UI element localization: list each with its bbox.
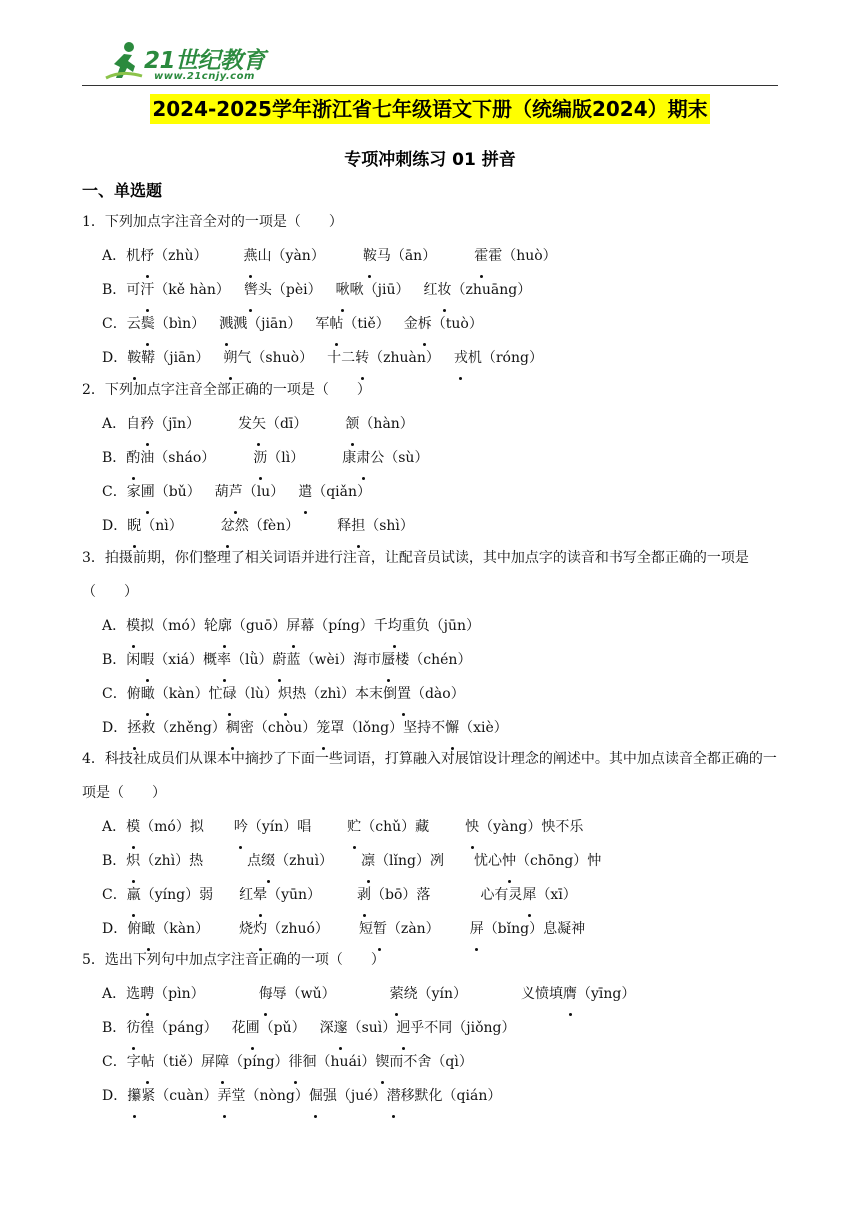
- option-b: [82, 273, 782, 307]
- dotted-character: 汗: [140, 273, 154, 307]
- dotted-character: 圃: [246, 1011, 260, 1045]
- option-term: 千均重负（jūn）: [374, 609, 480, 643]
- option-term: 烧灼（zhuó）: [239, 912, 329, 946]
- option-term: 模拟（mó）: [126, 609, 204, 643]
- dotted-character: 稠: [226, 711, 240, 745]
- dotted-character: 均: [388, 609, 402, 643]
- option-term: 羸（yíng）弱: [127, 878, 213, 912]
- option-term: 字帖（tiě）: [127, 1045, 201, 1079]
- option-a: [82, 609, 782, 643]
- option-term: 发矢（dī）: [238, 407, 307, 441]
- dotted-character: 懈: [445, 711, 459, 745]
- option-d: [82, 1079, 782, 1113]
- dotted-character: 拯: [127, 711, 141, 745]
- option-label: D．: [102, 720, 128, 736]
- dotted-character: 模: [126, 609, 140, 643]
- dotted-character: 贮: [347, 810, 361, 844]
- option-term: 睨（nì）: [127, 509, 183, 543]
- option-label: B．: [102, 282, 127, 298]
- option-term: 俯瞰（kàn）: [127, 677, 209, 711]
- option-term: 朔气（shuò）: [223, 341, 313, 375]
- option-term: 燕山（yàn）: [244, 239, 325, 273]
- dotted-character: 瞰: [141, 677, 155, 711]
- option-label: C．: [102, 686, 127, 702]
- option-term: 戎机（róng）: [454, 341, 543, 375]
- header-divider: [82, 85, 778, 86]
- dotted-character: 蔚: [273, 643, 287, 677]
- dotted-character: 帖: [329, 307, 343, 341]
- option-term: 屏（bǐng）息凝神: [470, 912, 585, 946]
- option-term: 怏（yàng）怏不乐: [465, 810, 583, 844]
- option-term: 倔强（jué）: [309, 1079, 387, 1113]
- option-term: 自矜（jīn）: [126, 407, 200, 441]
- question-stem: 1．下列加点字注音全对的一项是（ ）: [82, 214, 343, 230]
- dotted-character: 灼: [253, 912, 267, 946]
- option-term: 遣（qiǎn）: [298, 475, 371, 509]
- option-term: 机杼（zhù）: [126, 239, 207, 273]
- dotted-character: 侮: [259, 977, 273, 1011]
- dotted-character: 暇: [140, 643, 154, 677]
- dotted-character: 忡: [502, 844, 516, 878]
- dotted-character: 颔: [345, 407, 359, 441]
- dotted-character: 屏: [470, 912, 484, 946]
- option-c: [82, 1045, 782, 1079]
- dotted-character: 率: [217, 643, 231, 677]
- dotted-character: 酌: [126, 441, 140, 475]
- option-label: A．: [102, 248, 127, 264]
- option-term: 笼罩（lǒng）: [316, 711, 403, 745]
- option-b: [82, 844, 782, 878]
- dotted-character: 朔: [223, 341, 237, 375]
- option-label: D．: [102, 518, 128, 534]
- option-term: 贮（chǔ）藏: [347, 810, 429, 844]
- brand-logo: [102, 40, 362, 86]
- option-term: 释担（shì）: [337, 509, 414, 543]
- option-term: 霍霍（huò）: [474, 239, 556, 273]
- option-a: [82, 407, 782, 441]
- dotted-character: 犀: [522, 878, 536, 912]
- option-term: 蔚蓝（wèi）: [273, 643, 354, 677]
- option-term: 康肃公（sù）: [342, 441, 428, 475]
- option-label: C．: [102, 484, 127, 500]
- option-term: 剥（bō）落: [357, 878, 430, 912]
- dotted-character: 弄: [217, 1079, 231, 1113]
- dotted-character: 羸: [127, 878, 141, 912]
- dotted-character: 怏: [465, 810, 479, 844]
- option-term: 迥乎不同（jiǒng）: [396, 1011, 515, 1045]
- option-term: 心有灵犀（xī）: [480, 878, 576, 912]
- option-term: 模（mó）拟: [126, 810, 204, 844]
- option-label: B．: [102, 450, 127, 466]
- dotted-character: 笼: [316, 711, 330, 745]
- option-label: B．: [102, 853, 127, 869]
- option-term: 徘徊（huái）: [289, 1045, 376, 1079]
- option-term: 侮辱（wǔ）: [259, 977, 336, 1011]
- option-label: B．: [102, 652, 127, 668]
- option-term: 炽热（zhì）: [278, 677, 355, 711]
- option-term: 红晕（yūn）: [239, 878, 321, 912]
- page-header: [82, 38, 778, 88]
- dotted-character: 萦: [390, 977, 404, 1011]
- option-term: 家圃（bǔ）: [127, 475, 201, 509]
- option-a: [82, 239, 782, 273]
- option-term: 锲而不舍（qì）: [375, 1045, 472, 1079]
- option-term: 忿然（fèn）: [221, 509, 299, 543]
- option-term: 十二转（zhuàn）: [327, 341, 440, 375]
- option-term: 葫芦（lu）: [215, 475, 285, 509]
- dotted-character: 圃: [141, 475, 155, 509]
- option-term: 选聘（pìn）: [126, 977, 204, 1011]
- option-term: 稠密（chòu）: [226, 711, 316, 745]
- dotted-character: 倔: [309, 1079, 323, 1113]
- dotted-character: 模: [126, 810, 140, 844]
- option-label: D．: [102, 350, 128, 366]
- dotted-character: 忿: [221, 509, 235, 543]
- option-term: 概率（lǜ）: [203, 643, 273, 677]
- option-c: [82, 677, 782, 711]
- question-stem: 5．选出下列句中加点字注音正确的一项（ ）: [82, 952, 385, 968]
- option-term: 云鬓（bìn）: [127, 307, 205, 341]
- dotted-character: 剥: [357, 878, 371, 912]
- option-a: [82, 977, 782, 1011]
- option-c: [82, 307, 782, 341]
- dotted-character: 暂: [373, 912, 387, 946]
- option-term: 红妆（zhuāng）: [423, 273, 531, 307]
- option-term: 鞍鞯（jiān）: [127, 341, 209, 375]
- dotted-character: 戎: [454, 341, 468, 375]
- option-term: 军帖（tiě）: [315, 307, 389, 341]
- dotted-character: 矜: [140, 407, 154, 441]
- dotted-character: 鞍: [363, 239, 377, 273]
- option-term: 颔（hàn）: [345, 407, 413, 441]
- dotted-character: 彷: [126, 1011, 140, 1045]
- option-term: 义愤填膺（yīng）: [521, 977, 635, 1011]
- option-term: 沥（lì）: [253, 441, 304, 475]
- dotted-character: 聘: [140, 977, 154, 1011]
- dotted-character: 瞰: [141, 912, 155, 946]
- option-term: 海市蜃楼（chén）: [353, 643, 471, 677]
- dotted-character: 担: [351, 509, 365, 543]
- dotted-character: 吟: [234, 810, 248, 844]
- option-term: 炽（zhì）热: [126, 844, 203, 878]
- option-term: 金柝（tuò）: [404, 307, 483, 341]
- dotted-character: 啾: [336, 273, 350, 307]
- option-term: 辔头（pèi）: [244, 273, 322, 307]
- option-a: [82, 810, 782, 844]
- dotted-character: 帖: [141, 1045, 155, 1079]
- dotted-character: 炽: [126, 844, 140, 878]
- dotted-character: 辔: [244, 273, 258, 307]
- option-label: B．: [102, 1020, 127, 1036]
- dotted-character: 蜃: [381, 643, 395, 677]
- dotted-character: 潜: [387, 1079, 401, 1113]
- option-term: 潜移默化（qián）: [387, 1079, 502, 1113]
- option-label: C．: [102, 887, 127, 903]
- dotted-character: 凛: [361, 844, 375, 878]
- dotted-character: 遣: [298, 475, 312, 509]
- dotted-character: 炽: [278, 677, 292, 711]
- option-term: 花圃（pǔ）: [232, 1011, 306, 1045]
- dotted-character: 膺: [563, 977, 577, 1011]
- question-2: [82, 373, 782, 543]
- question-4: [82, 742, 782, 946]
- question-3: [82, 541, 782, 745]
- dotted-character: 杼: [140, 239, 154, 273]
- dotted-character: 碌: [223, 677, 237, 711]
- option-b: [82, 441, 782, 475]
- option-label: A．: [102, 986, 127, 1002]
- dotted-character: 柝: [418, 307, 432, 341]
- dotted-character: 睨: [127, 509, 141, 543]
- option-term: 可汗（kě hàn）: [126, 273, 230, 307]
- option-term: 屏障（píng）: [201, 1045, 288, 1079]
- option-term: 弄堂（nòng）: [217, 1079, 308, 1113]
- option-term: 溅溅（jiān）: [219, 307, 301, 341]
- dotted-character: 屏: [286, 609, 300, 643]
- dotted-character: 徘: [289, 1045, 303, 1079]
- dotted-character: 矢: [252, 407, 266, 441]
- option-term: 轮廓（guō）: [204, 609, 286, 643]
- option-c: [82, 475, 782, 509]
- option-term: 本末倒置（dào）: [355, 677, 465, 711]
- dotted-character: 霍: [474, 239, 488, 273]
- option-term: 坚持不懈（xiè）: [403, 711, 508, 745]
- option-term: 酌油（sháo）: [126, 441, 215, 475]
- dotted-character: 溅: [219, 307, 233, 341]
- option-d: [82, 912, 782, 946]
- option-label: D．: [102, 921, 128, 937]
- option-b: [82, 1011, 782, 1045]
- dotted-character: 缀: [261, 844, 275, 878]
- section-heading: 一、单选题: [82, 181, 163, 200]
- option-term: 鞍马（ān）: [363, 239, 436, 273]
- dotted-character: 攥: [127, 1079, 141, 1113]
- question-5: [82, 943, 782, 1113]
- option-c: [82, 878, 782, 912]
- option-term: 吟（yín）唱: [234, 810, 311, 844]
- option-term: 屏幕（píng）: [286, 609, 373, 643]
- option-label: A．: [102, 416, 127, 432]
- dotted-character: 鬓: [141, 307, 155, 341]
- option-d: [82, 509, 782, 543]
- dotted-character: 燕: [244, 239, 258, 273]
- dotted-character: 芦: [229, 475, 243, 509]
- option-term: 凛（lǐng）冽: [361, 844, 444, 878]
- option-term: 短暂（zàn）: [359, 912, 440, 946]
- page-subtitle: 专项冲刺练习 01 拼音: [344, 150, 516, 170]
- option-label: D．: [102, 1088, 128, 1104]
- dotted-character: 晕: [253, 878, 267, 912]
- question-stem: 3．拍摄前期，你们整理了相关词语并进行注音，让配音员试读，其中加点字的读音和书写全都正确的一项是（ ）: [82, 550, 749, 600]
- question-stem: 4．科技社成员们从课本中摘抄了下面一些词语，打算融入对展馆设计理念的阐述中。其中加点读音全都正确的一项是（ ）: [82, 751, 777, 801]
- dotted-character: 锲: [375, 1045, 389, 1079]
- runner-icon: [102, 40, 146, 86]
- question-1: [82, 205, 782, 375]
- option-label: C．: [102, 1054, 127, 1070]
- option-d: [82, 711, 782, 745]
- dotted-character: 迥: [396, 1011, 410, 1045]
- option-term: 点缀（zhuì）: [247, 844, 333, 878]
- option-label: C．: [102, 316, 127, 332]
- option-term: 闲暇（xiá）: [126, 643, 203, 677]
- option-term: 俯瞰（kàn）: [127, 912, 209, 946]
- dotted-character: 置: [397, 677, 411, 711]
- option-b: [82, 643, 782, 677]
- option-term: 攥紧（cuàn）: [127, 1079, 217, 1113]
- page-title: 2024-2025学年浙江省七年级语文下册（统编版2024）期末: [0, 93, 860, 122]
- option-term: 深邃（suì）: [320, 1011, 397, 1045]
- option-d: [82, 341, 782, 375]
- dotted-character: 肃: [356, 441, 370, 475]
- logo-url: www.21cnjy.com: [154, 71, 255, 82]
- option-term: 忧心忡（chōng）忡: [474, 844, 601, 878]
- logo-text: 21世纪教育: [144, 48, 266, 74]
- option-term: 啾啾（jiū）: [336, 273, 410, 307]
- option-term: 忙碌（lù）: [209, 677, 279, 711]
- dotted-character: 廓: [218, 609, 232, 643]
- option-term: 拯救（zhěng）: [127, 711, 226, 745]
- dotted-character: 障: [215, 1045, 229, 1079]
- option-term: 萦绕（yín）: [390, 977, 467, 1011]
- dotted-character: 转: [355, 341, 369, 375]
- dotted-character: 沥: [253, 441, 267, 475]
- option-label: A．: [102, 819, 127, 835]
- dotted-character: 鞍: [127, 341, 141, 375]
- option-label: A．: [102, 618, 127, 634]
- dotted-character: 妆: [437, 273, 451, 307]
- dotted-character: 邃: [334, 1011, 348, 1045]
- option-term: 彷徨（páng）: [126, 1011, 217, 1045]
- question-stem: 2．下列加点字注音全部正确的一项是（ ）: [82, 382, 371, 398]
